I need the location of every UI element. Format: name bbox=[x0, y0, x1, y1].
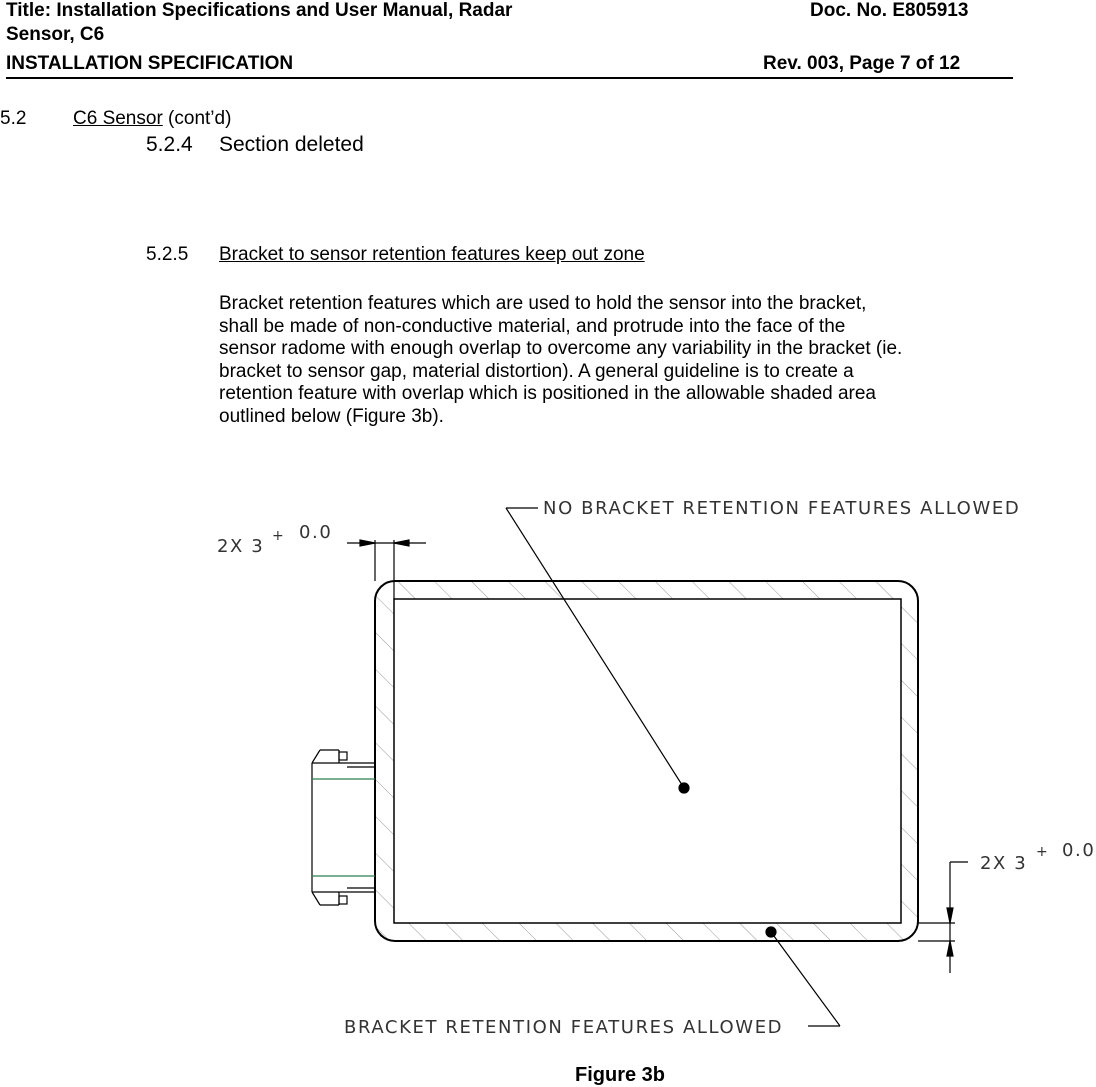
paragraph-line: outlined below (Figure 3b). bbox=[219, 405, 444, 427]
dimension-top-left-value: 0.0 bbox=[299, 522, 333, 543]
header-revision-page: Rev. 003, Page 7 of 12 bbox=[763, 53, 961, 74]
section-5-2-5-title: Bracket to sensor retention features keep out zone bbox=[219, 244, 645, 265]
section-5-2-suffix: (cont’d) bbox=[162, 108, 232, 129]
section-5-2-title: C6 Sensor bbox=[73, 108, 163, 129]
dimension-bottom-right-prefix: 2X 3 bbox=[980, 853, 1028, 874]
dimension-bottom-right-value: 0.0 bbox=[1062, 840, 1096, 861]
figure-caption: Figure 3b bbox=[575, 1064, 666, 1086]
header-title-line1: Title: Installation Specifications and User Manual, Radar bbox=[6, 0, 513, 21]
sensor-outline bbox=[375, 581, 918, 941]
paragraph-line: retention feature with overlap which is positioned in the allowable shaded area bbox=[219, 383, 876, 404]
header-title-line2: Sensor, C6 bbox=[6, 24, 105, 45]
header-section-name: INSTALLATION SPECIFICATION bbox=[6, 53, 294, 74]
section-5-2-number: 5.2 bbox=[0, 108, 27, 129]
dimension-bottom-right bbox=[918, 862, 968, 973]
section-5-2-4-number: 5.2.4 bbox=[146, 133, 193, 156]
paragraph-line: bracket to sensor gap, material distortion). A general guideline is to create a bbox=[219, 360, 854, 382]
section-5-2-5-number: 5.2.5 bbox=[146, 244, 189, 265]
label-retention-features-allowed: BRACKET RETENTION FEATURES ALLOWED bbox=[344, 1017, 784, 1038]
paragraph-line: shall be made of non-conductive material, and protrude into the face of the bbox=[219, 315, 846, 337]
connector bbox=[312, 750, 375, 905]
paragraph-line: sensor radome with enough overlap to overcome any variability in the bracket (ie. bbox=[219, 338, 903, 359]
section-5-2-4-title: Section deleted bbox=[219, 133, 364, 156]
label-no-retention-features: NO BRACKET RETENTION FEATURES ALLOWED bbox=[543, 498, 1021, 519]
header-doc-number: Doc. No. E805913 bbox=[810, 0, 969, 21]
paragraph-line: Bracket retention features which are used to hold the sensor into the bracket, bbox=[219, 293, 867, 314]
dimension-top-left-sign: + bbox=[272, 528, 286, 544]
dimension-bottom-right-sign: + bbox=[1036, 844, 1050, 860]
dimension-top-left-prefix: 2X 3 bbox=[217, 536, 265, 557]
